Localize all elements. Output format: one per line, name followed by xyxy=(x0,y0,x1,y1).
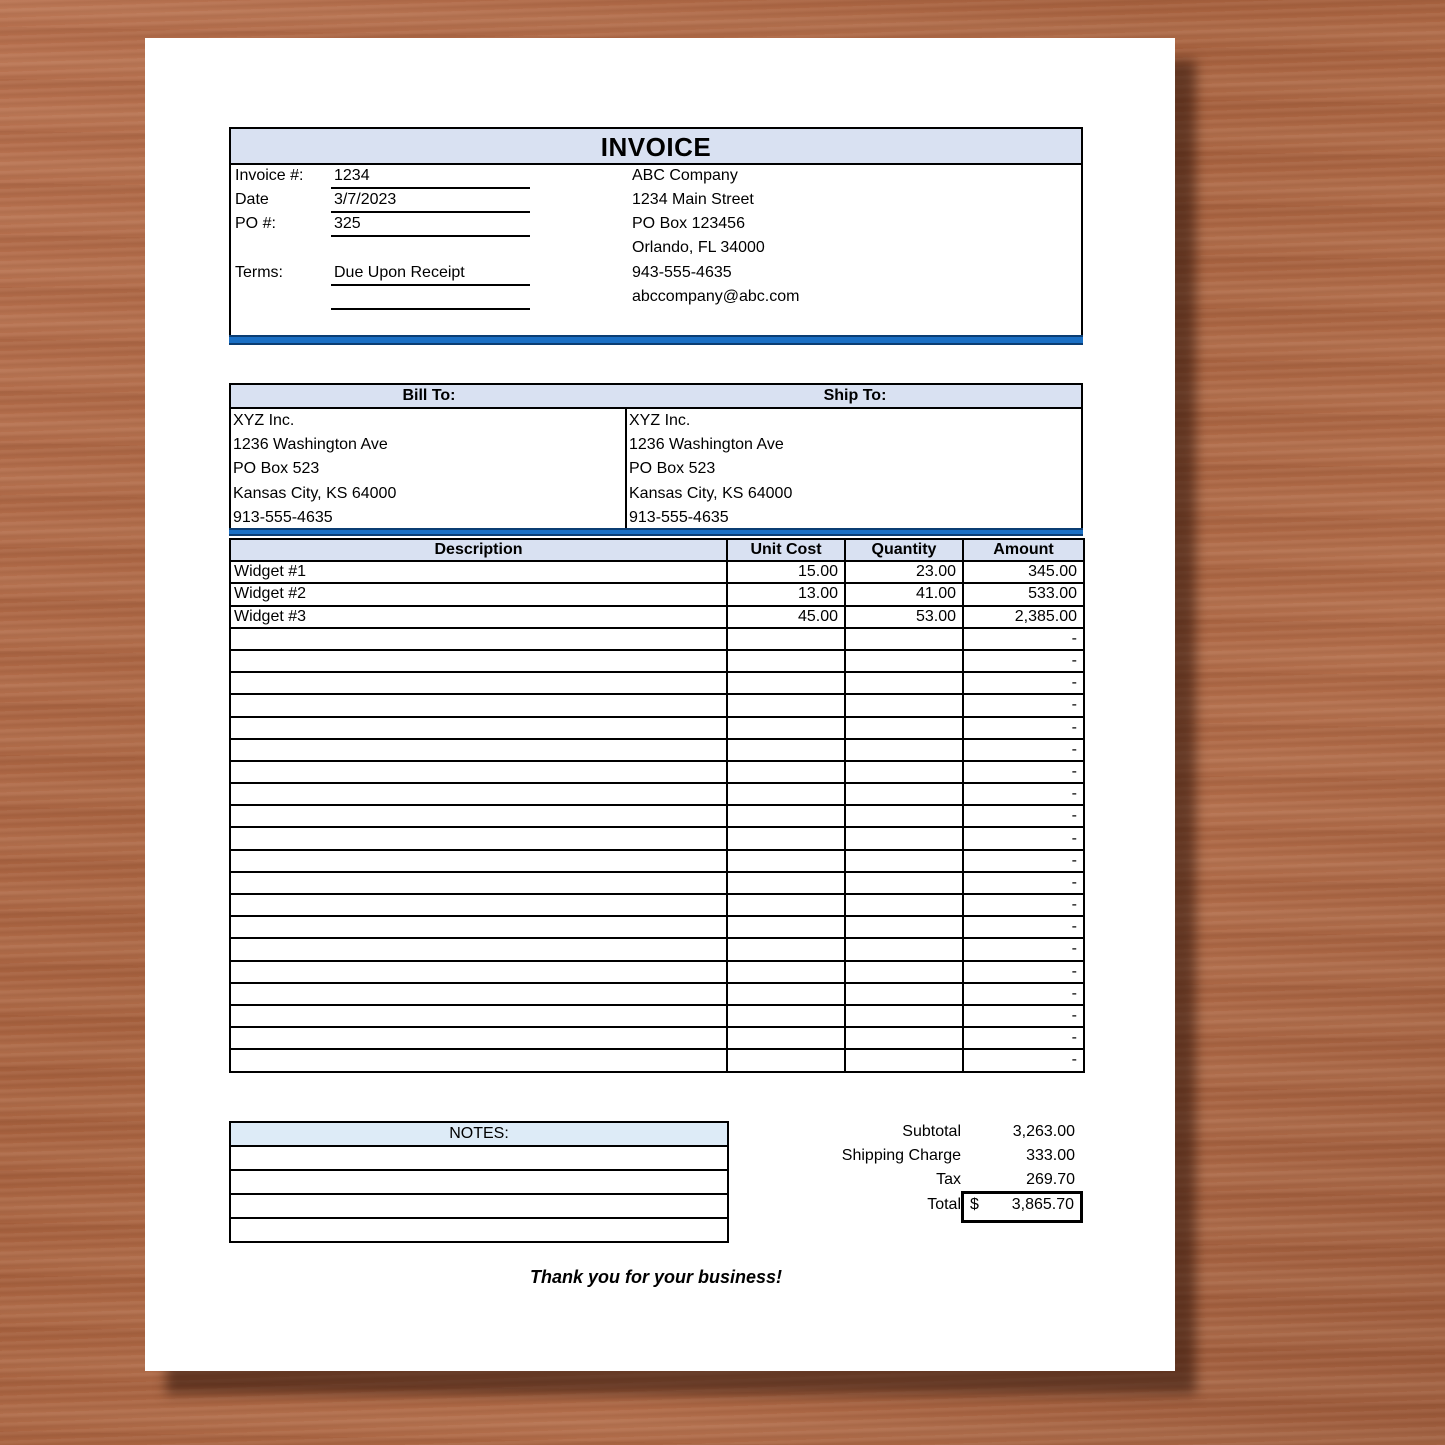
bill-to-line: Kansas City, KS 64000 xyxy=(233,484,397,502)
col-quantity: Quantity xyxy=(845,539,963,561)
shipping-value: 333.00 xyxy=(1026,1147,1075,1164)
company-phone: 943-555-4635 xyxy=(632,264,732,281)
item-quantity[interactable] xyxy=(845,805,963,827)
item-amount[interactable]: - xyxy=(963,1005,1084,1027)
item-unit-cost[interactable] xyxy=(727,805,845,827)
item-unit-cost[interactable] xyxy=(727,850,845,872)
item-quantity[interactable]: 41.00 xyxy=(845,583,963,605)
item-quantity[interactable] xyxy=(845,916,963,938)
item-unit-cost[interactable] xyxy=(727,717,845,739)
section-divider xyxy=(229,528,1083,536)
col-amount: Amount xyxy=(963,539,1084,561)
item-unit-cost[interactable] xyxy=(727,938,845,960)
ship-to-line: 913-555-4635 xyxy=(629,508,729,526)
table-row xyxy=(230,561,1084,583)
item-amount[interactable]: - xyxy=(963,1027,1084,1049)
item-unit-cost[interactable] xyxy=(727,672,845,694)
item-amount[interactable]: - xyxy=(963,850,1084,872)
date-field[interactable]: 3/7/2023 xyxy=(331,189,530,213)
table-row xyxy=(230,717,1084,739)
bill-to-heading: Bill To: xyxy=(402,387,456,404)
item-description[interactable] xyxy=(230,872,727,894)
table-row xyxy=(230,1049,1084,1071)
table-row xyxy=(230,650,1084,672)
po-label: PO #: xyxy=(235,215,276,232)
item-amount[interactable]: - xyxy=(963,783,1084,805)
table-row xyxy=(230,827,1084,849)
terms-label: Terms: xyxy=(235,264,283,281)
item-unit-cost[interactable] xyxy=(727,961,845,983)
item-amount[interactable]: - xyxy=(963,805,1084,827)
item-quantity[interactable] xyxy=(845,938,963,960)
item-amount[interactable]: - xyxy=(963,938,1084,960)
item-description[interactable] xyxy=(230,628,727,650)
invoice-number-label: Invoice #: xyxy=(235,167,304,184)
item-quantity[interactable] xyxy=(845,761,963,783)
item-description[interactable] xyxy=(230,983,727,1005)
table-row xyxy=(230,628,1084,650)
item-amount[interactable]: - xyxy=(963,694,1084,716)
item-description[interactable]: Widget #2 xyxy=(230,583,727,605)
table-row xyxy=(230,672,1084,694)
invoice-page xyxy=(145,38,1175,1371)
item-unit-cost[interactable] xyxy=(727,894,845,916)
ship-to-line: PO Box 523 xyxy=(629,460,716,478)
table-row xyxy=(230,916,1084,938)
item-description[interactable] xyxy=(230,850,727,872)
item-unit-cost[interactable] xyxy=(727,872,845,894)
table-row xyxy=(230,1005,1084,1027)
ship-to-line: Kansas City, KS 64000 xyxy=(629,484,793,502)
item-unit-cost[interactable] xyxy=(727,983,845,1005)
table-header-row xyxy=(230,539,1084,561)
ship-to-address xyxy=(625,409,1083,529)
item-amount[interactable]: 533.00 xyxy=(963,583,1084,605)
address-header xyxy=(229,383,1083,409)
ship-to-line: 1236 Washington Ave xyxy=(629,436,784,454)
table-row xyxy=(230,1027,1084,1049)
item-description[interactable] xyxy=(230,961,727,983)
item-quantity[interactable] xyxy=(845,672,963,694)
bill-to-line: XYZ Inc. xyxy=(233,412,295,429)
item-quantity[interactable] xyxy=(845,961,963,983)
table-row xyxy=(230,606,1084,628)
total-value: 3,865.70 xyxy=(1011,1196,1074,1213)
table-row xyxy=(230,938,1084,960)
bill-to-line: 1236 Washington Ave xyxy=(233,436,388,454)
item-amount[interactable]: - xyxy=(963,761,1084,783)
notes-line[interactable] xyxy=(229,1171,729,1195)
invoice-number-field[interactable]: 1234 xyxy=(331,165,530,189)
item-description[interactable] xyxy=(230,717,727,739)
tax-value: 269.70 xyxy=(1026,1171,1075,1188)
item-amount[interactable]: 2,385.00 xyxy=(963,606,1084,628)
col-description: Description xyxy=(230,539,727,561)
subtotal-value: 3,263.00 xyxy=(1012,1123,1075,1140)
notes-line[interactable] xyxy=(229,1147,729,1171)
item-description[interactable] xyxy=(230,938,727,960)
item-quantity[interactable] xyxy=(845,739,963,761)
item-description[interactable] xyxy=(230,694,727,716)
item-quantity[interactable] xyxy=(845,783,963,805)
ship-to-heading: Ship To: xyxy=(823,387,887,404)
bill-to-line: PO Box 523 xyxy=(233,460,320,478)
item-quantity[interactable]: 23.00 xyxy=(845,561,963,583)
item-description[interactable] xyxy=(230,761,727,783)
company-city: Orlando, FL 34000 xyxy=(632,239,765,256)
item-unit-cost[interactable] xyxy=(727,761,845,783)
item-unit-cost[interactable] xyxy=(727,783,845,805)
table-row xyxy=(230,583,1084,605)
invoice-title: INVOICE xyxy=(229,127,1083,165)
tax-label: Tax xyxy=(936,1171,961,1188)
item-amount[interactable]: - xyxy=(963,872,1084,894)
item-unit-cost[interactable] xyxy=(727,1005,845,1027)
item-quantity[interactable] xyxy=(845,717,963,739)
item-quantity[interactable] xyxy=(845,850,963,872)
thank-you-message: Thank you for your business! xyxy=(529,1267,783,1287)
invoice-info-block xyxy=(229,165,1083,335)
item-unit-cost[interactable] xyxy=(727,739,845,761)
item-description[interactable] xyxy=(230,672,727,694)
table-row xyxy=(230,872,1084,894)
table-row xyxy=(230,961,1084,983)
table-row xyxy=(230,761,1084,783)
item-description[interactable]: Widget #3 xyxy=(230,606,727,628)
item-amount[interactable]: - xyxy=(963,961,1084,983)
item-amount[interactable]: - xyxy=(963,650,1084,672)
item-quantity[interactable] xyxy=(845,1005,963,1027)
item-quantity[interactable] xyxy=(845,983,963,1005)
item-amount[interactable]: - xyxy=(963,916,1084,938)
notes-line[interactable] xyxy=(229,1195,729,1219)
table-row xyxy=(230,983,1084,1005)
item-unit-cost[interactable] xyxy=(727,1049,845,1071)
item-description[interactable] xyxy=(230,805,727,827)
table-row xyxy=(230,739,1084,761)
item-amount[interactable]: - xyxy=(963,717,1084,739)
item-description[interactable] xyxy=(230,650,727,672)
currency-symbol: $ xyxy=(970,1196,979,1213)
po-field[interactable]: 325 xyxy=(331,213,530,237)
notes-heading: NOTES: xyxy=(229,1121,729,1147)
company-email: abccompany@abc.com xyxy=(632,288,800,305)
section-divider xyxy=(229,335,1083,345)
item-description[interactable] xyxy=(230,1049,727,1071)
item-description[interactable] xyxy=(230,916,727,938)
item-quantity[interactable] xyxy=(845,827,963,849)
item-unit-cost[interactable]: 45.00 xyxy=(727,606,845,628)
subtotal-label: Subtotal xyxy=(902,1123,961,1140)
item-amount[interactable]: - xyxy=(963,894,1084,916)
item-unit-cost[interactable] xyxy=(727,628,845,650)
item-unit-cost[interactable] xyxy=(727,694,845,716)
item-description[interactable] xyxy=(230,894,727,916)
total-label: Total xyxy=(927,1196,961,1213)
item-description[interactable]: Widget #1 xyxy=(230,561,727,583)
table-row xyxy=(230,850,1084,872)
item-description[interactable] xyxy=(230,739,727,761)
ship-to-line: XYZ Inc. xyxy=(629,412,691,429)
notes-line[interactable] xyxy=(229,1219,729,1243)
company-name: ABC Company xyxy=(632,167,738,184)
company-pobox: PO Box 123456 xyxy=(632,215,745,232)
item-quantity[interactable] xyxy=(845,694,963,716)
line-items-table xyxy=(229,538,1085,1073)
table-row xyxy=(230,805,1084,827)
table-row xyxy=(230,783,1084,805)
item-description[interactable] xyxy=(230,1005,727,1027)
item-amount[interactable]: 345.00 xyxy=(963,561,1084,583)
item-quantity[interactable]: 53.00 xyxy=(845,606,963,628)
item-amount[interactable]: - xyxy=(963,628,1084,650)
item-amount[interactable]: - xyxy=(963,739,1084,761)
company-street: 1234 Main Street xyxy=(632,191,754,208)
table-row xyxy=(230,894,1084,916)
item-description[interactable] xyxy=(230,827,727,849)
item-unit-cost[interactable]: 13.00 xyxy=(727,583,845,605)
shipping-label: Shipping Charge xyxy=(841,1147,961,1164)
col-unit-cost: Unit Cost xyxy=(727,539,845,561)
item-description[interactable] xyxy=(230,1027,727,1049)
item-amount[interactable]: - xyxy=(963,983,1084,1005)
item-quantity[interactable] xyxy=(845,1049,963,1071)
item-quantity[interactable] xyxy=(845,650,963,672)
bill-to-address xyxy=(229,409,627,529)
item-unit-cost[interactable]: 15.00 xyxy=(727,561,845,583)
item-quantity[interactable] xyxy=(845,628,963,650)
total-box xyxy=(961,1191,1083,1223)
item-unit-cost[interactable] xyxy=(727,650,845,672)
item-amount[interactable]: - xyxy=(963,672,1084,694)
item-quantity[interactable] xyxy=(845,872,963,894)
item-unit-cost[interactable] xyxy=(727,916,845,938)
bill-to-line: 913-555-4635 xyxy=(233,508,333,526)
item-amount[interactable]: - xyxy=(963,1049,1084,1071)
item-amount[interactable]: - xyxy=(963,827,1084,849)
item-unit-cost[interactable] xyxy=(727,827,845,849)
item-description[interactable] xyxy=(230,783,727,805)
item-quantity[interactable] xyxy=(845,1027,963,1049)
item-quantity[interactable] xyxy=(845,894,963,916)
item-unit-cost[interactable] xyxy=(727,1027,845,1049)
blank-field[interactable] xyxy=(331,286,530,310)
terms-field[interactable]: Due Upon Receipt xyxy=(331,262,530,286)
date-label: Date xyxy=(235,191,269,208)
table-row xyxy=(230,694,1084,716)
